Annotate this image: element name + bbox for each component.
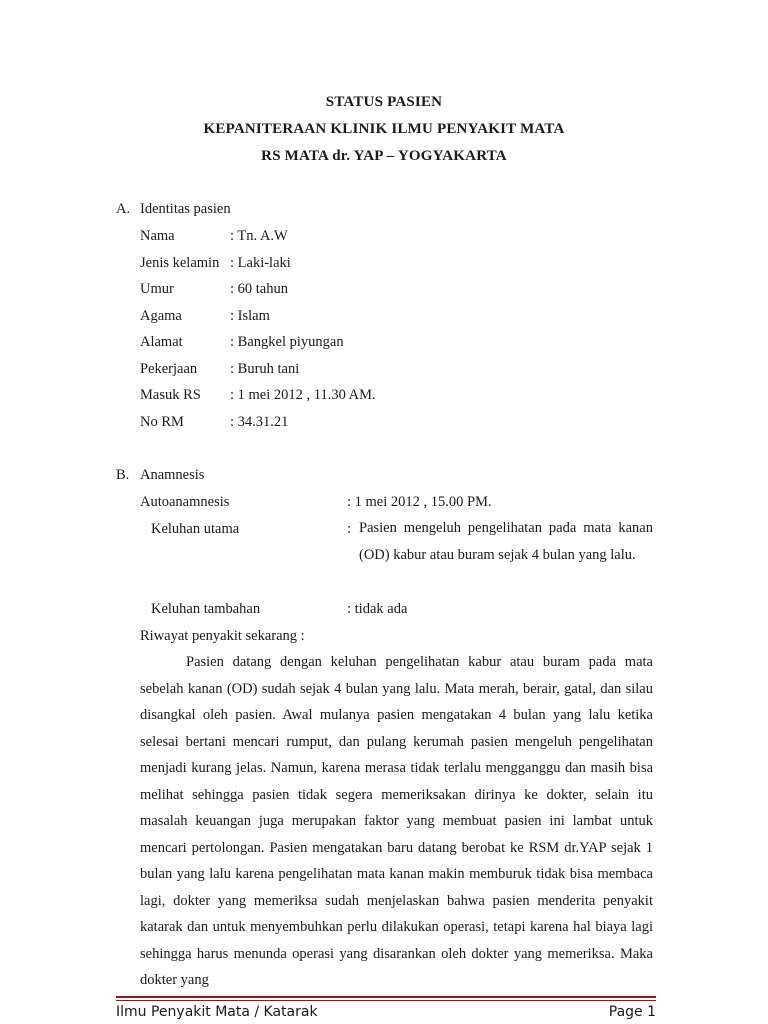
- section-a-letter: A.: [116, 201, 131, 217]
- value-nama: : Tn. A.W: [230, 228, 288, 244]
- label-keluhan-tambahan: Keluhan tambahan: [151, 601, 261, 617]
- value-umur: : 60 tahun: [230, 281, 288, 297]
- footer-rule-thin: [116, 1000, 656, 1001]
- section-b-letter: B.: [116, 467, 130, 483]
- label-pekerjaan: Pekerjaan: [140, 361, 198, 377]
- label-masuk-rs: Masuk RS: [140, 387, 201, 403]
- colon-keluhan-utama: :: [347, 521, 352, 537]
- value-jenis-kelamin: : Laki-laki: [230, 255, 291, 271]
- label-umur: Umur: [140, 281, 174, 297]
- document-title: STATUS PASIEN: [325, 94, 443, 110]
- value-no-rm: : 34.31.21: [230, 414, 289, 430]
- footer-document-name: Ilmu Penyakit Mata / Katarak: [116, 1004, 318, 1020]
- value-alamat: : Bangkel piyungan: [230, 334, 344, 350]
- footer-page-number: Page 1: [608, 1004, 656, 1020]
- value-agama: : Islam: [230, 308, 270, 324]
- document-subtitle: KEPANITERAAN KLINIK ILMU PENYAKIT MATA: [203, 121, 565, 137]
- riwayat-text: Pasien datang dengan keluhan pengelihatan kabur atau buram pada mata sebelah kanan (OD) sudah sejak 4 bulan yang lalu. Mata merah, berair, gatal, dan silau disangkal oleh pasien. Awal mulanya pasien mengatakan 4 bulan yang lalu ketika selesai bertani mencari rumput, dan pulang kerumah pasien mengeluh pengelihatan menjadi kurang jelas. Namun, karena merasa tidak terlalu mengganggu dan masih bisa melihat sehingga pasien tidak segera memeriksakan dirinya ke dokter, selain itu masalah keuangan juga merupakan faktor yang membuat pasien ini lambat untuk mencari pertolongan. Pasien mengatakan baru datang berobat ke RSM dr.YAP sejak 1 bulan yang lalu karena pengelihatan mata kanan makin memburuk tidak bisa membaca lagi, dokter yang memeriksa sudah menjelaskan bahwa pasien menderita penyakit katarak dan untuk menyembuhkan perlu dilakukan operasi, tetapi karena hal biaya lagi sehingga harus menunda operasi yang disarankan oleh dokter yang memeriksa. Maka dokter yang: [140, 654, 653, 988]
- label-riwayat-penyakit: Riwayat penyakit sekarang :: [140, 628, 305, 644]
- label-alamat: Alamat: [140, 334, 183, 350]
- value-pekerjaan: : Buruh tani: [230, 361, 300, 377]
- value-keluhan-tambahan: : tidak ada: [347, 601, 408, 617]
- value-keluhan-utama: Pasien mengeluh pengelihatan pada mata kanan (OD) kabur atau buram sejak 4 bulan yang lalu.: [359, 520, 653, 563]
- document-institution: RS MATA dr. YAP – YOGYAKARTA: [261, 148, 507, 164]
- section-a-title: Identitas pasien: [140, 201, 231, 217]
- label-nama: Nama: [140, 228, 175, 244]
- label-agama: Agama: [140, 308, 182, 324]
- value-autoanamnesis: : 1 mei 2012 , 15.00 PM.: [347, 494, 492, 510]
- riwayat-paragraph: [140, 649, 653, 994]
- section-b-title: Anamnesis: [140, 467, 205, 483]
- label-autoanamnesis: Autoanamnesis: [140, 494, 230, 510]
- label-jenis-kelamin: Jenis kelamin: [140, 255, 220, 271]
- label-keluhan-utama: Keluhan utama: [151, 521, 240, 537]
- value-masuk-rs: : 1 mei 2012 , 11.30 AM.: [230, 387, 376, 403]
- label-no-rm: No RM: [140, 414, 184, 430]
- footer-rule-thick: [116, 996, 656, 998]
